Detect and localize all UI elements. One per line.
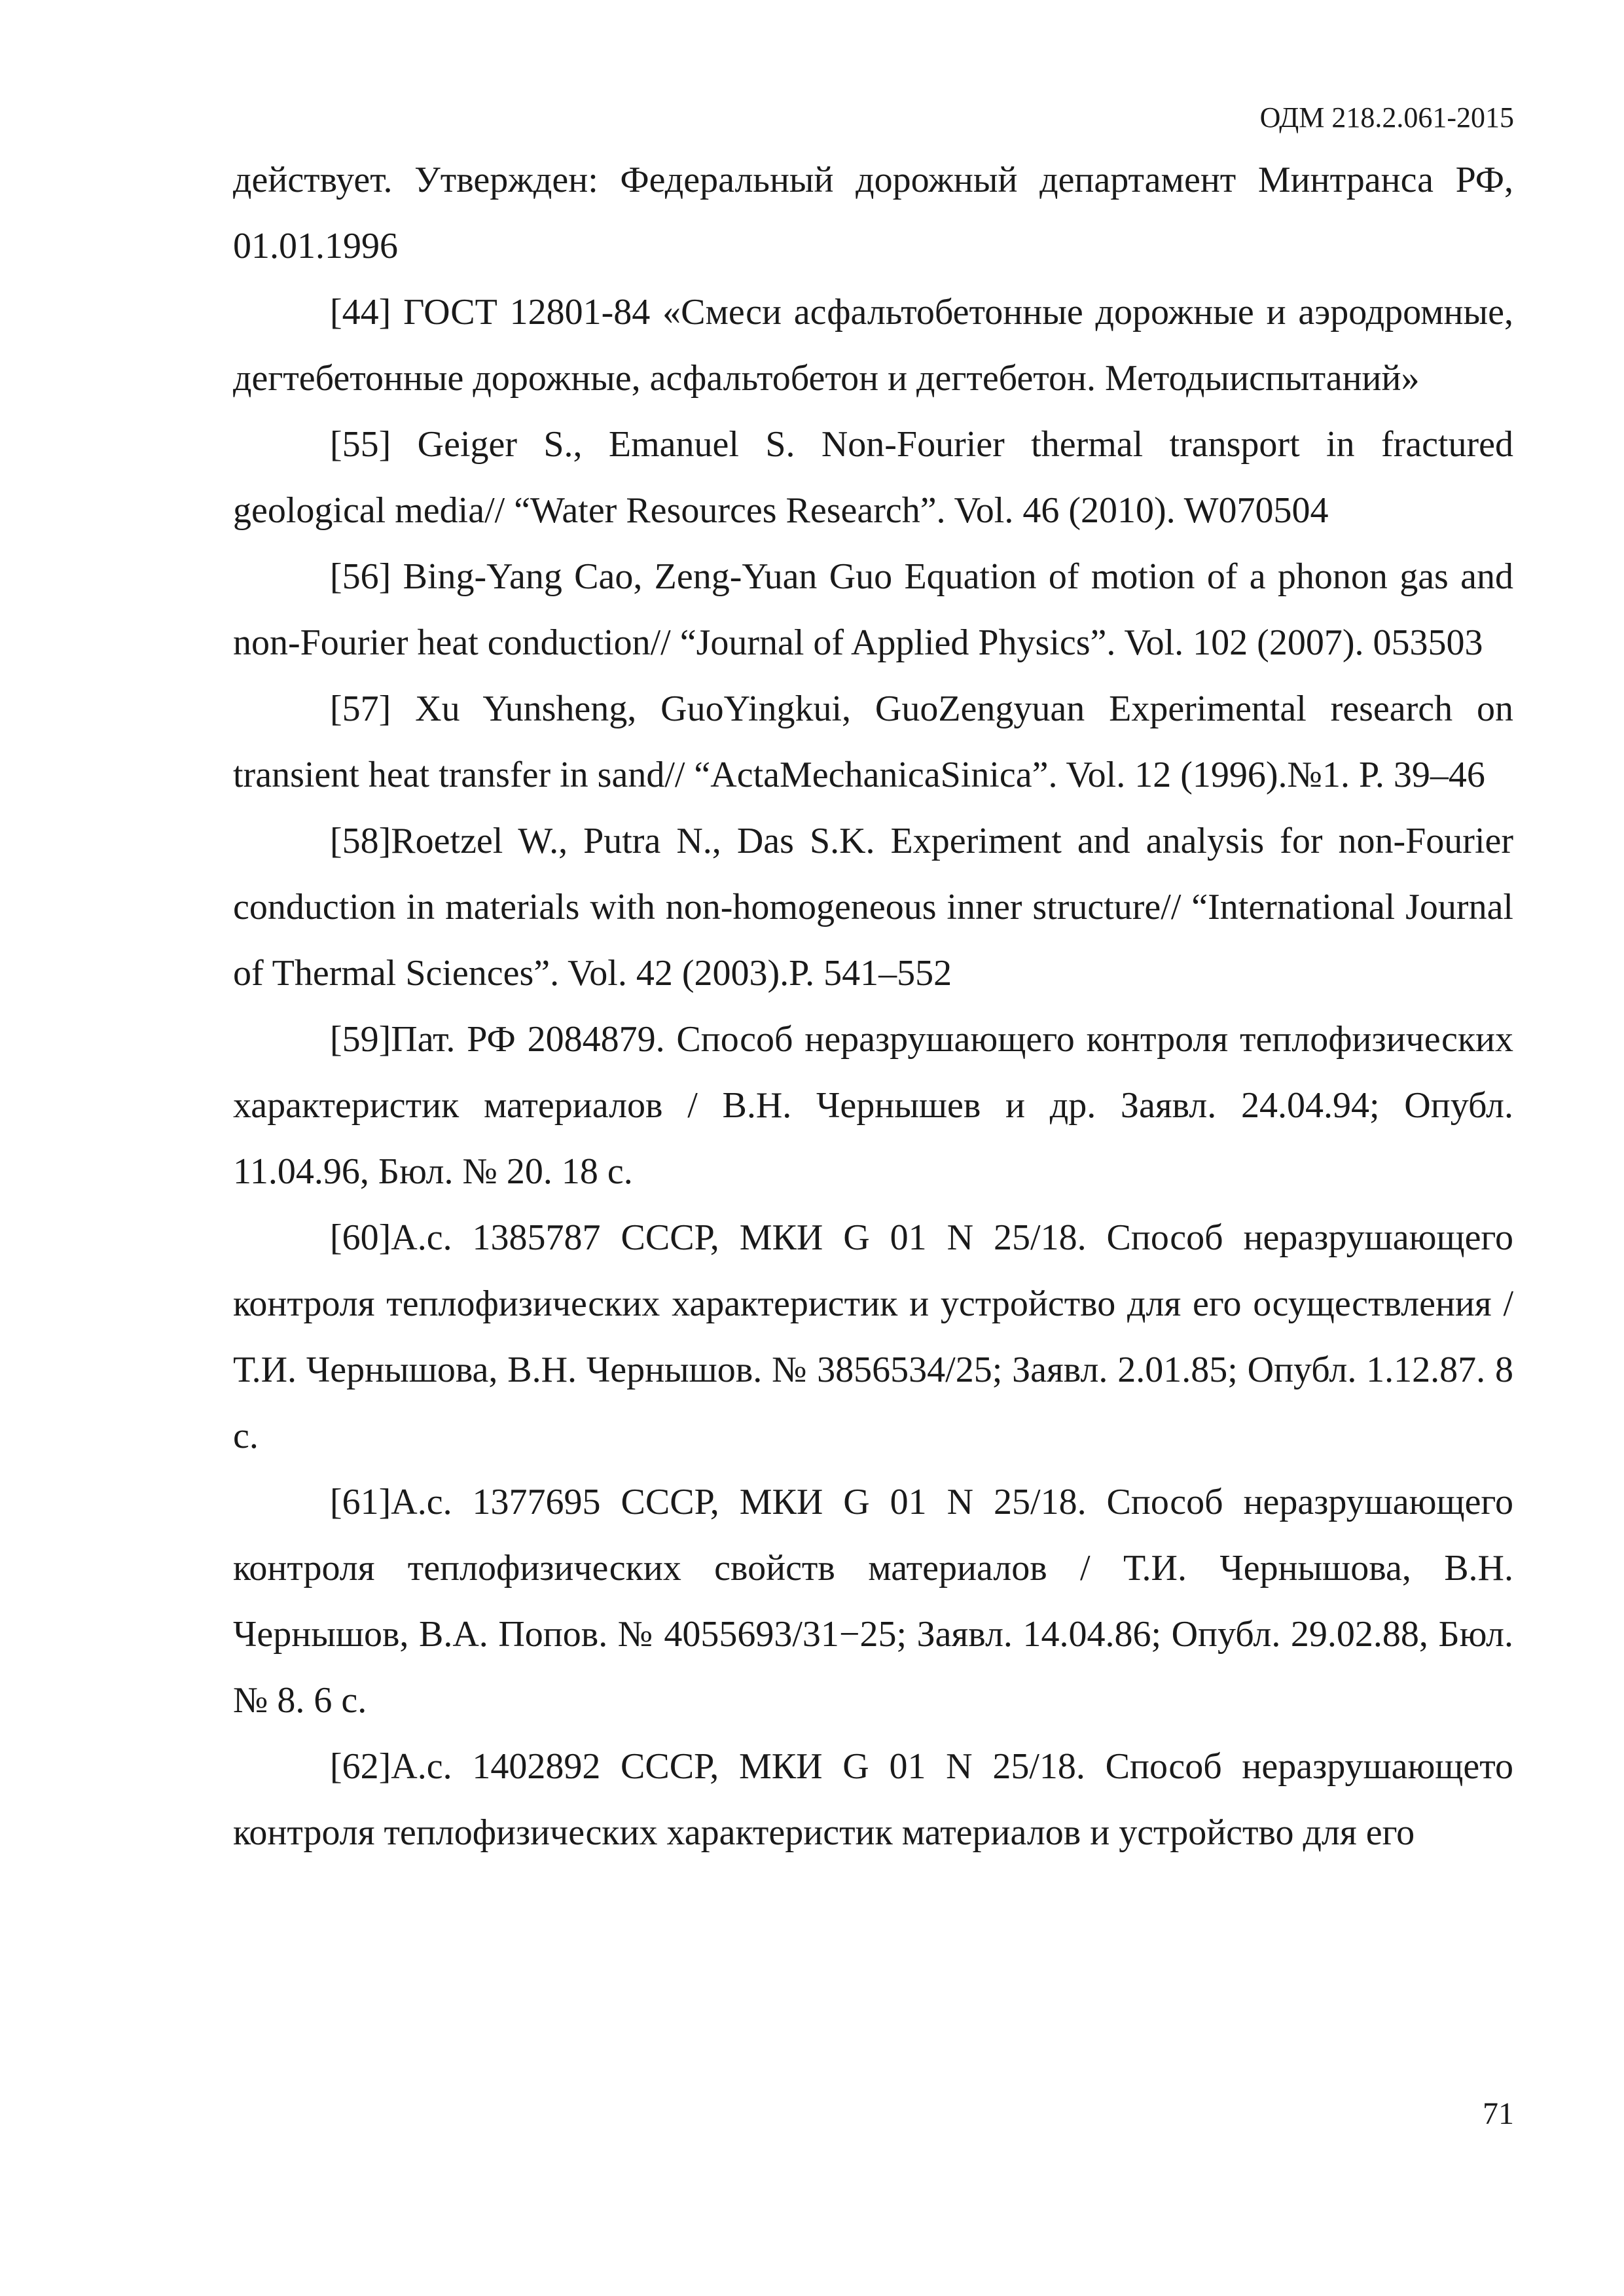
- reference-44: [44] ГОСТ 12801-84 «Смеси асфальтобетонные дорожные и аэродромные, дегтебетонные дорожные, асфальтобетон и дегтебетон. Методыиспытаний»: [233, 292, 1513, 399]
- reference-55: [55] Geiger S., Emanuel S. Non-Fourier thermal transport in fractured geological media// “Water Resources Research”. Vol. 46 (2010). W070504: [233, 424, 1513, 531]
- reference-56: [56] Bing-Yang Cao, Zeng-Yuan Guo Equation of motion of a phonon gas and non-Fourier heat conduction// “Journal of Applied Physics”. Vol. 102 (2007). 053503: [233, 556, 1513, 663]
- reference-58: [58]Roetzel W., Putra N., Das S.K. Experiment and analysis for non-Fourier conduction in materials with non-homogeneous inner structure// “International Journal of Thermal Sciences”. Vol. 42 (2003).P. 541–552: [233, 821, 1513, 994]
- reference-60: [60]А.с. 1385787 СССР, МКИ G 01 N 25/18. Способ неразрушающего контроля теплофизических характеристик и устройство для его осуществления / Т.И. Чернышова, В.Н. Чернышов. № 3856534/25; Заявл. 2.01.85; Опубл. 1.12.87. 8 с.: [233, 1217, 1513, 1456]
- paragraph-continuation: действует. Утвержден: Федеральный дорожный департамент Минтранса РФ, 01.01.1996: [233, 160, 1513, 266]
- references-body: [233, 147, 1513, 1866]
- reference-57: [57] Xu Yunsheng, GuoYingkui, GuoZengyuan Experimental research on transient heat transfer in sand// “ActaMechanicaSinica”. Vol. 12 (1996).№1. P. 39–46: [233, 689, 1513, 795]
- reference-59: [59]Пат. РФ 2084879. Способ неразрушающего контроля теплофизических характеристик материалов / В.Н. Чернышев и др. Заявл. 24.04.94; Опубл. 11.04.96, Бюл. № 20. 18 с.: [233, 1019, 1513, 1192]
- page-number: 71: [1483, 2096, 1514, 2131]
- reference-62: [62]А.с. 1402892 СССР, МКИ G 01 N 25/18. Способ неразрушающето контроля теплофизических характеристик материалов и устройство для его: [233, 1746, 1513, 1853]
- reference-61: [61]А.с. 1377695 СССР, МКИ G 01 N 25/18. Способ неразрушающего контроля теплофизических свойств материалов / Т.И. Чернышова, В.Н. Чернышов, В.А. Попов. № 4055693/31−25; Заявл. 14.04.86; Опубл. 29.02.88, Бюл. № 8. 6 с.: [233, 1482, 1513, 1721]
- document-code-header: ОДМ 218.2.061-2015: [1259, 101, 1514, 134]
